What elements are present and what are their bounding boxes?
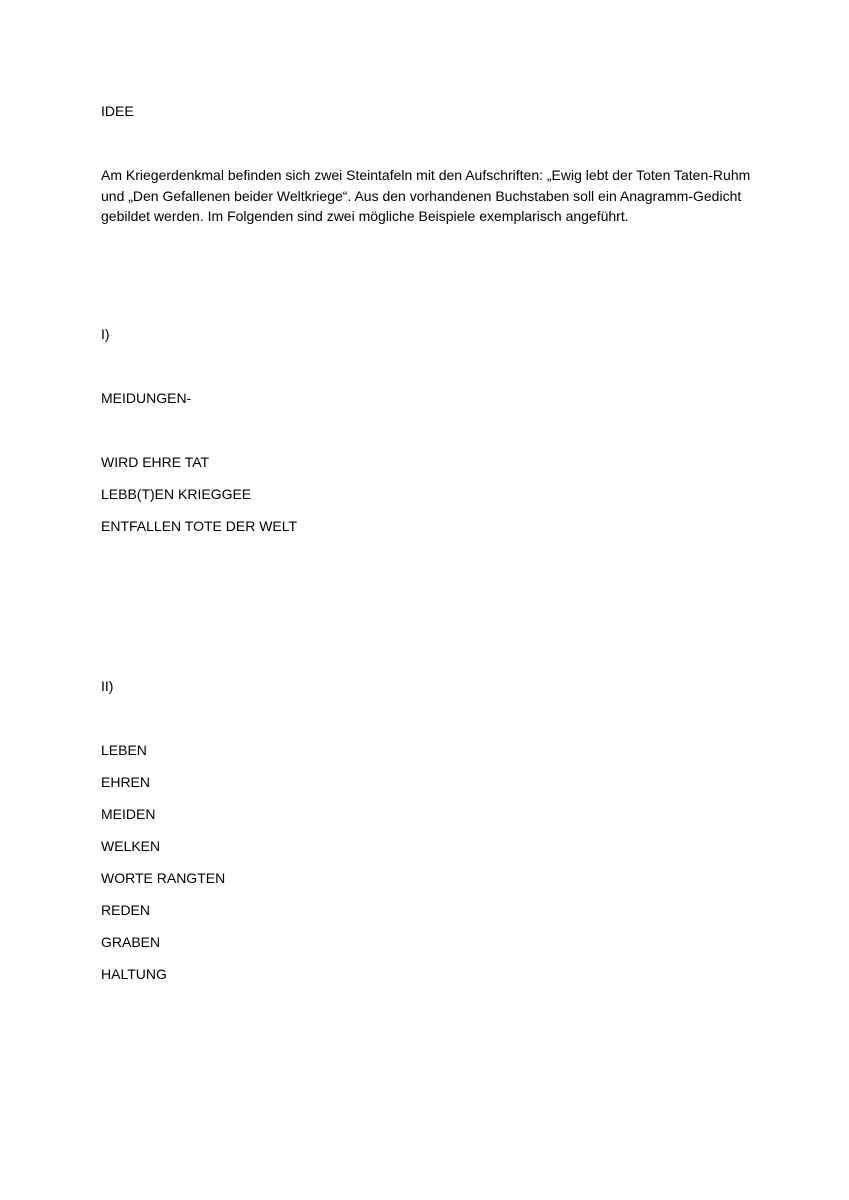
poem-2-line: HALTUNG bbox=[101, 966, 167, 982]
poem-2-line: WORTE RANGTEN bbox=[101, 870, 226, 886]
poem-1-label: I) bbox=[101, 326, 110, 342]
poem-1-line: LEBB(T)EN KRIEGGEE bbox=[101, 486, 252, 502]
intro-paragraph: Am Kriegerdenkmal befinden sich zwei Steintafeln mit den Aufschriften: „Ewig lebt der Toten Taten-Ruhm und „Den Gefallenen beider Weltkriege“. Aus den vorhandenen Buchstaben soll ein Anagramm-Gedicht gebildet werden. Im Folgenden sind zwei mögliche Beispiele exemplarisch angeführt. bbox=[101, 167, 751, 224]
poem-2-label: II) bbox=[101, 678, 114, 694]
poem-2-line: LEBEN bbox=[101, 742, 147, 758]
poem-1-line: ENTFALLEN TOTE DER WELT bbox=[101, 518, 298, 534]
document-heading: IDEE bbox=[101, 103, 134, 119]
poem-2-line: EHREN bbox=[101, 774, 151, 790]
poem-1-title: MEIDUNGEN- bbox=[101, 390, 192, 406]
poem-2-line: REDEN bbox=[101, 902, 151, 918]
poem-2-line: WELKEN bbox=[101, 838, 161, 854]
poem-1-line: WIRD EHRE TAT bbox=[101, 454, 210, 470]
poem-2-line: MEIDEN bbox=[101, 806, 156, 822]
poem-2-line: GRABEN bbox=[101, 934, 161, 950]
